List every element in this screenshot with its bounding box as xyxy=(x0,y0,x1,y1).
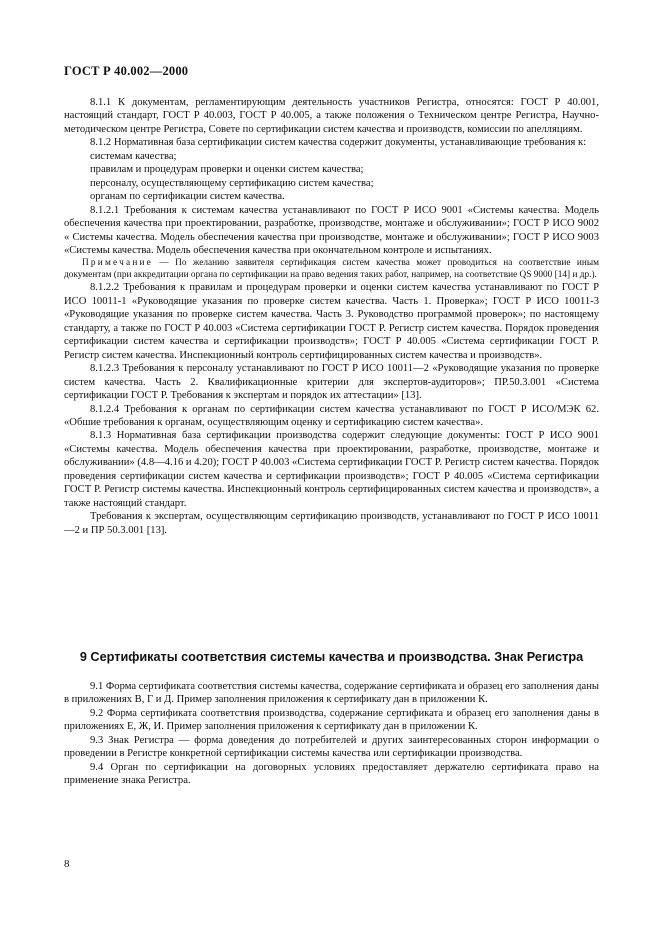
paragraph-8-1-3: 8.1.3 Нормативная база сертификации производства содержит следующие документы: ГОСТ Р ИСО 9001 «Системы качества. Модель обеспечения качества при проектировании, разработке, производстве, монтаже и обслуживании» (4.8—4.16 и 4.20); ГОСТ Р 40.003 «Система сертификации ГОСТ Р. Регистр систем качества. Порядок проведения сертификации систем качества и сертификации производств»; ГОСТ Р 40.005 «Система сертификации ГОСТ Р. Регистр системы качества. Инспекционный контроль сертифицированных систем качества и производств», а также настоящий стандарт. xyxy=(64,430,599,509)
paragraph-8-1-2-2: 8.1.2.2 Требования к правилам и процедурам проверки и оценки систем качества устанавливают по ГОСТ Р ИСО 10011-1 «Руководящие указания по проверке систем качества. Часть 1. Проверка»; ГОСТ Р ИСО 10011-3 «Руководящие указания по проверке систем качества. Часть 3. Руководство программой проверок»; по настоящему стандарту, а также по ГОСТ Р 40.003 «Система сертификации ГОСТ Р. Регистр систем качества. Порядок проведения сертификации систем качества и сертификации производств»; ГОСТ Р 40.005 «Система сертификации ГОСТ Р. Регистр систем качества. Инспекционный контроль сертифицированных систем качества и производств». xyxy=(64,282,599,361)
section-9-title: 9 Сертификаты соответствия системы качества и производства. Знак Регистра xyxy=(79,650,584,664)
section-8-body xyxy=(64,96,599,537)
note xyxy=(64,257,599,281)
paragraph-9-2: 9.2 Форма сертификата соответствия производства, содержание сертификата и образец его заполнения даны в приложениях Е, Ж, И. Пример заполнения приложения к сертификату дан в приложении К. xyxy=(64,707,599,733)
list-item: системам качества; xyxy=(90,150,177,162)
paragraph-8-1-2-1: 8.1.2.1 Требования к системам качества устанавливают по ГОСТ Р ИСО 9001 «Системы качества. Модель обеспечения качества при проектировании, разработке, производстве, монтаже и обслуживании»; ГОСТ Р ИСО 9002 « Системы качества. Модель обеспечения качества при производстве, монтаже и обслуживании»; ГОСТ Р ИСО 9003 «Системы качества. Модель обеспечения качества при окончательном контроле и испытаниях. xyxy=(64,204,599,256)
note-text: — По желанию заявителя сертификация систем качества может проводиться на соответствие иным документам (при аккредитации органа по сертификации на право ведения таких работ, например, на соответствие QS 9000 [14] и др.). xyxy=(64,258,599,281)
paragraph-8-1-2-4: 8.1.2.4 Требования к органам по сертификации систем качества устанавливают по ГОСТ Р ИСО/МЭК 62. «Обшие требования к органам, осуществляющим оценку и сертификацию систем качества». xyxy=(64,403,599,428)
list-item: персоналу, осуществляющему сертификацию систем качества; xyxy=(90,177,374,189)
paragraph-8-1-1: 8.1.1 К документам, регламентирующим деятельность участников Регистра, относятся: ГОСТ Р 40.001, настоящий стандарт, ГОСТ Р 40.003, ГОСТ Р 40.005, а также положения о Техническом центре Регистра, Научно-методическом центре Регистра, Совете по сертификации систем качества и производств, комиссии по апелляциям. xyxy=(64,97,599,135)
paragraph-8-1-2-3: 8.1.2.3 Требования к персоналу устанавливают по ГОСТ Р ИСО 10011—2 «Руководящие указания по проверке систем качества. Часть 2. Квалификационные критерии для экспертов-аудиторов»; ПР.50.3.001 «Система сертификации ГОСТ Р. Требования к экспертам и порядок их аттестации» [13]. xyxy=(64,363,599,402)
paragraph-9-4: 9.4 Орган по сертификации на договорных условиях предоставляет держателю сертификата право на применение знака Регистра. xyxy=(64,761,599,787)
paragraph-experts: Требования к экспертам, осуществляющим сертификацию производств, устанавливают по ГОСТ Р ИСО 10011—2 и ПР 50.3.001 [13]. xyxy=(64,511,599,536)
paragraph-9-3: 9.3 Знак Регистра — форма доведения до потребителей и других заинтересованных сторон информации о проведении в Регистре конкретной сертификации системы качества или сертификации производства. xyxy=(64,734,599,760)
document-header: ГОСТ Р 40.002—2000 xyxy=(64,64,189,78)
list-item: органам по сертификации систем качества. xyxy=(90,191,285,203)
section-9-body xyxy=(64,680,599,788)
list-item: правилам и процедурам проверки и оценки систем качества; xyxy=(90,164,364,176)
paragraph-8-1-2: 8.1.2 Нормативная база сертификации систем качества содержит документы, устанавливающие требования к: xyxy=(90,137,587,149)
paragraph-9-1: 9.1 Форма сертификата соответствия системы качества, содержание сертификата и образец его заполнения даны в приложениях В, Г и Д. Пример заполнения приложения к сертификату дан в приложении К. xyxy=(64,681,599,706)
page-number: 8 xyxy=(64,858,70,870)
note-label: Примечание xyxy=(82,258,153,269)
